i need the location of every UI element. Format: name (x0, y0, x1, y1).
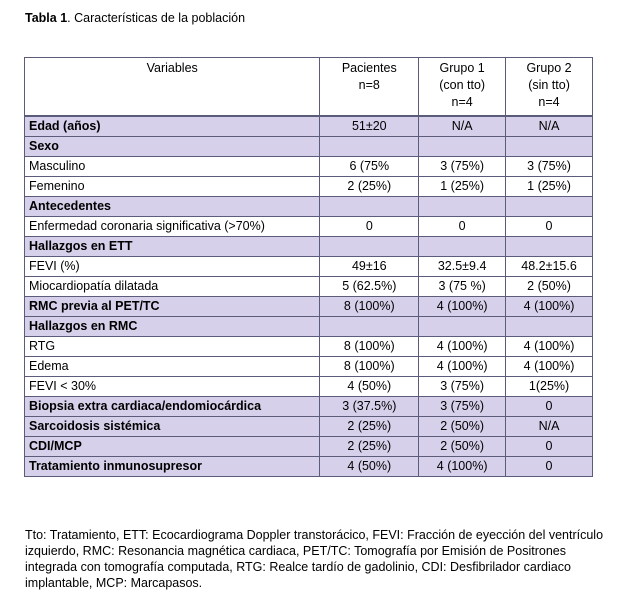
cell-grupo2: 0 (506, 397, 593, 417)
cell-grupo2 (506, 317, 593, 337)
table-row (25, 137, 593, 157)
row-label: Edad (años) (25, 116, 320, 137)
table-row (25, 257, 593, 277)
row-label: Sarcoidosis sistémica (25, 417, 320, 437)
row-label: Hallazgos en ETT (25, 237, 320, 257)
row-label: Sexo (25, 137, 320, 157)
table-row (25, 177, 593, 197)
row-label: Biopsia extra cardiaca/endomiocárdica (25, 397, 320, 417)
cell-grupo2 (506, 137, 593, 157)
table-caption (25, 11, 245, 25)
cell-grupo1 (419, 237, 506, 257)
header-grupo1: Grupo 1 (con tto) n=4 (419, 58, 506, 117)
cell-grupo1: 4 (100%) (419, 337, 506, 357)
cell-pacientes: 0 (320, 217, 419, 237)
table-row (25, 277, 593, 297)
cell-grupo1: 3 (75%) (419, 377, 506, 397)
row-label: Femenino (25, 177, 320, 197)
cell-grupo2: 4 (100%) (506, 357, 593, 377)
table-row (25, 197, 593, 217)
cell-grupo1: 3 (75%) (419, 397, 506, 417)
cell-pacientes: 6 (75% (320, 157, 419, 177)
cell-grupo2: N/A (506, 116, 593, 137)
cell-pacientes: 49±16 (320, 257, 419, 277)
cell-grupo1: 4 (100%) (419, 357, 506, 377)
header-row (25, 58, 593, 117)
table-row (25, 357, 593, 377)
cell-pacientes (320, 197, 419, 217)
row-label: Tratamiento inmunosupresor (25, 457, 320, 477)
table-row (25, 237, 593, 257)
cell-grupo2: 48.2±15.6 (506, 257, 593, 277)
table-row (25, 297, 593, 317)
row-label: RMC previa al PET/TC (25, 297, 320, 317)
row-label: Enfermedad coronaria significativa (>70%) (25, 217, 320, 237)
cell-pacientes: 8 (100%) (320, 337, 419, 357)
table-row (25, 337, 593, 357)
table-row (25, 437, 593, 457)
caption-text: . Características de la población (67, 11, 246, 25)
cell-grupo2 (506, 237, 593, 257)
table-row (25, 457, 593, 477)
row-label: Masculino (25, 157, 320, 177)
cell-grupo1: 4 (100%) (419, 457, 506, 477)
cell-grupo1 (419, 197, 506, 217)
cell-grupo1 (419, 317, 506, 337)
table-row (25, 157, 593, 177)
cell-grupo2: 4 (100%) (506, 337, 593, 357)
cell-grupo1: 32.5±9.4 (419, 257, 506, 277)
cell-grupo1: 3 (75 %) (419, 277, 506, 297)
cell-grupo2: N/A (506, 417, 593, 437)
cell-pacientes: 8 (100%) (320, 297, 419, 317)
table-row (25, 217, 593, 237)
table-row (25, 377, 593, 397)
cell-pacientes (320, 137, 419, 157)
row-label: FEVI (%) (25, 257, 320, 277)
cell-pacientes: 3 (37.5%) (320, 397, 419, 417)
cell-grupo2: 4 (100%) (506, 297, 593, 317)
caption-label: Tabla 1 (25, 11, 68, 25)
cell-grupo2: 1(25%) (506, 377, 593, 397)
cell-grupo2: 2 (50%) (506, 277, 593, 297)
cell-grupo2: 0 (506, 217, 593, 237)
cell-grupo1: 2 (50%) (419, 437, 506, 457)
cell-pacientes (320, 237, 419, 257)
cell-grupo1: N/A (419, 116, 506, 137)
table-row (25, 417, 593, 437)
cell-grupo1: 2 (50%) (419, 417, 506, 437)
row-label: Hallazgos en RMC (25, 317, 320, 337)
row-label: Antecedentes (25, 197, 320, 217)
cell-grupo1: 0 (419, 217, 506, 237)
cell-pacientes: 2 (25%) (320, 437, 419, 457)
cell-grupo1 (419, 137, 506, 157)
table-row (25, 317, 593, 337)
header-variables: Variables (25, 58, 320, 117)
cell-pacientes: 4 (50%) (320, 377, 419, 397)
cell-pacientes: 2 (25%) (320, 177, 419, 197)
header-pacientes: Pacientes n=8 (320, 58, 419, 117)
cell-grupo1: 3 (75%) (419, 157, 506, 177)
row-label: CDI/MCP (25, 437, 320, 457)
cell-pacientes: 2 (25%) (320, 417, 419, 437)
row-label: RTG (25, 337, 320, 357)
cell-pacientes (320, 317, 419, 337)
cell-pacientes: 51±20 (320, 116, 419, 137)
population-table (24, 57, 593, 477)
cell-grupo1: 1 (25%) (419, 177, 506, 197)
header-grupo2: Grupo 2 (sin tto) n=4 (506, 58, 593, 117)
cell-pacientes: 5 (62.5%) (320, 277, 419, 297)
cell-grupo2: 0 (506, 457, 593, 477)
table-row (25, 397, 593, 417)
cell-pacientes: 4 (50%) (320, 457, 419, 477)
cell-pacientes: 8 (100%) (320, 357, 419, 377)
table-footnote: Tto: Tratamiento, ETT: Ecocardiograma Doppler transtorácico, FEVI: Fracción de eyección del ventrículo izquierdo, RMC: Resonancia magnética cardiaca, PET/TC: Tomografía por Emisión de Positrones integrada con tomografía computada, RTG: Realce tardío de gadolinio, CDI: Desfibrilador cardiaco implantable, MCP: Marcapasos. (25, 528, 604, 590)
row-label: Edema (25, 357, 320, 377)
cell-grupo2: 3 (75%) (506, 157, 593, 177)
cell-grupo2: 1 (25%) (506, 177, 593, 197)
row-label: FEVI < 30% (25, 377, 320, 397)
row-label: Miocardiopatía dilatada (25, 277, 320, 297)
cell-grupo2: 0 (506, 437, 593, 457)
cell-grupo2 (506, 197, 593, 217)
cell-grupo1: 4 (100%) (419, 297, 506, 317)
table-row (25, 116, 593, 137)
